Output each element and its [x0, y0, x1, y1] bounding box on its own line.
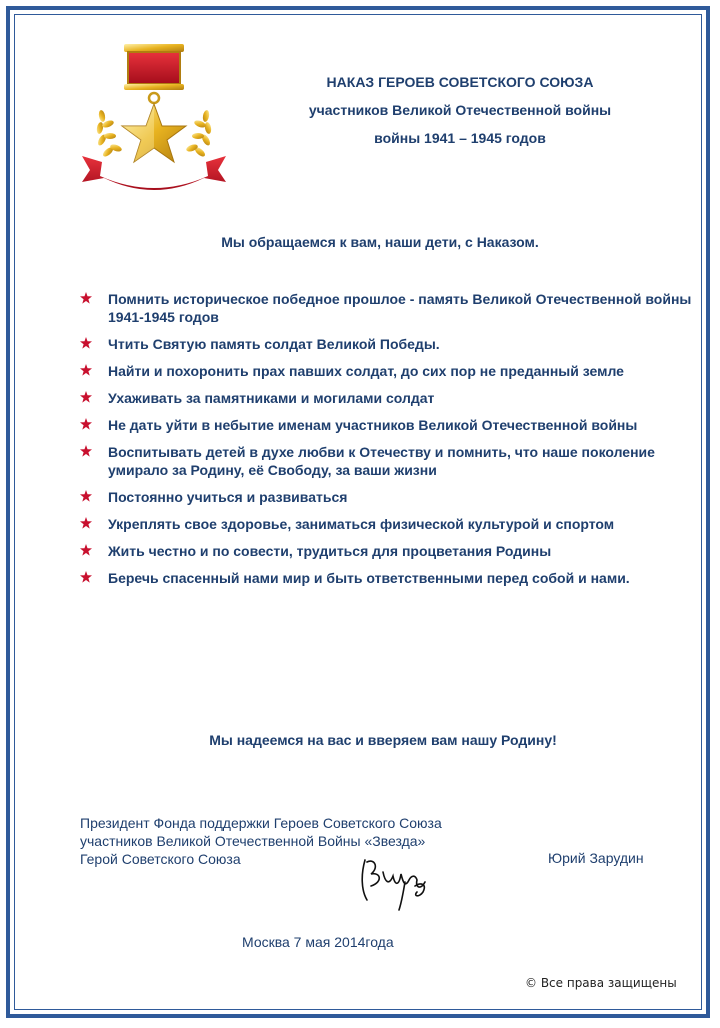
svg-text:Фонд «Звезда» [125, 169, 183, 182]
orders-list [80, 290, 700, 596]
signatory-line-1: Президент Фонда поддержки Героев Советского Союза [80, 815, 442, 831]
red-star-bullet-icon [80, 490, 92, 502]
list-item [80, 290, 700, 326]
list-item [80, 416, 700, 434]
closing-text: Мы надеемся на вас и вверяем вам нашу Родину! [209, 732, 557, 748]
place-and-date: Москва 7 мая 2014года [242, 934, 394, 950]
order-text: Не дать уйти в небытие именам участников Великой Отечественной войны [108, 417, 638, 433]
red-star-bullet-icon [80, 571, 92, 583]
list-item [80, 488, 700, 506]
list-item [80, 542, 700, 560]
copyright-notice: © Все права защищены [525, 976, 677, 990]
order-text: Воспитывать детей в духе любви к Отечеству и помнить, что наше поколение умирало за Родину, её Свободу, за ваши жизни [108, 444, 655, 478]
title-line-2: участников Великой Отечественной войны [308, 102, 612, 118]
signatory-line-3: Герой Советского Союза [80, 851, 241, 867]
order-text: Чтить Святую память солдат Великой Победы. [108, 336, 440, 352]
signatory-name: Юрий Зарудин [548, 850, 644, 866]
order-text: Беречь спасенный нами мир и быть ответственными перед собой и нами. [108, 570, 630, 586]
order-text: Помнить историческое победное прошлое - память Великой Отечественной войны 1941-1945 годов [108, 291, 692, 325]
list-item [80, 443, 700, 479]
intro-text: Мы обращаемся к вам, наши дети, с Наказом. [221, 234, 539, 250]
gold-star-emblem-icon [78, 40, 230, 190]
red-star-bullet-icon [80, 391, 92, 403]
title-line-1: НАКАЗ ГЕРОЕВ СОВЕТСКОГО СОЮЗА [326, 74, 594, 90]
red-star-bullet-icon [80, 544, 92, 556]
list-item [80, 389, 700, 407]
list-item [80, 335, 700, 353]
emblem-ribbon-text: Фонд «Звезда» [125, 168, 184, 183]
order-text: Найти и похоронить прах павших солдат, до сих пор не преданный земле [108, 363, 624, 379]
red-star-bullet-icon [80, 418, 92, 430]
order-text: Укреплять свое здоровье, заниматься физической культурой и спортом [108, 516, 615, 532]
red-star-bullet-icon [80, 337, 92, 349]
document-title [260, 68, 660, 152]
title-line-3: войны 1941 – 1945 годов [374, 130, 546, 146]
red-star-bullet-icon [80, 364, 92, 376]
list-item [80, 362, 700, 380]
list-item [80, 515, 700, 533]
red-star-bullet-icon [80, 517, 92, 529]
order-text: Ухаживать за памятниками и могилами солдат [108, 390, 435, 406]
handwritten-signature-icon [355, 852, 435, 914]
red-star-bullet-icon [80, 445, 92, 457]
order-text: Постоянно учиться и развиваться [108, 489, 348, 505]
order-text: Жить честно и по совести, трудиться для процветания Родины [108, 543, 552, 559]
red-star-bullet-icon [80, 292, 92, 304]
list-item [80, 569, 700, 587]
signatory-line-2: участников Великой Отечественной Войны «Звезда» [80, 833, 426, 849]
